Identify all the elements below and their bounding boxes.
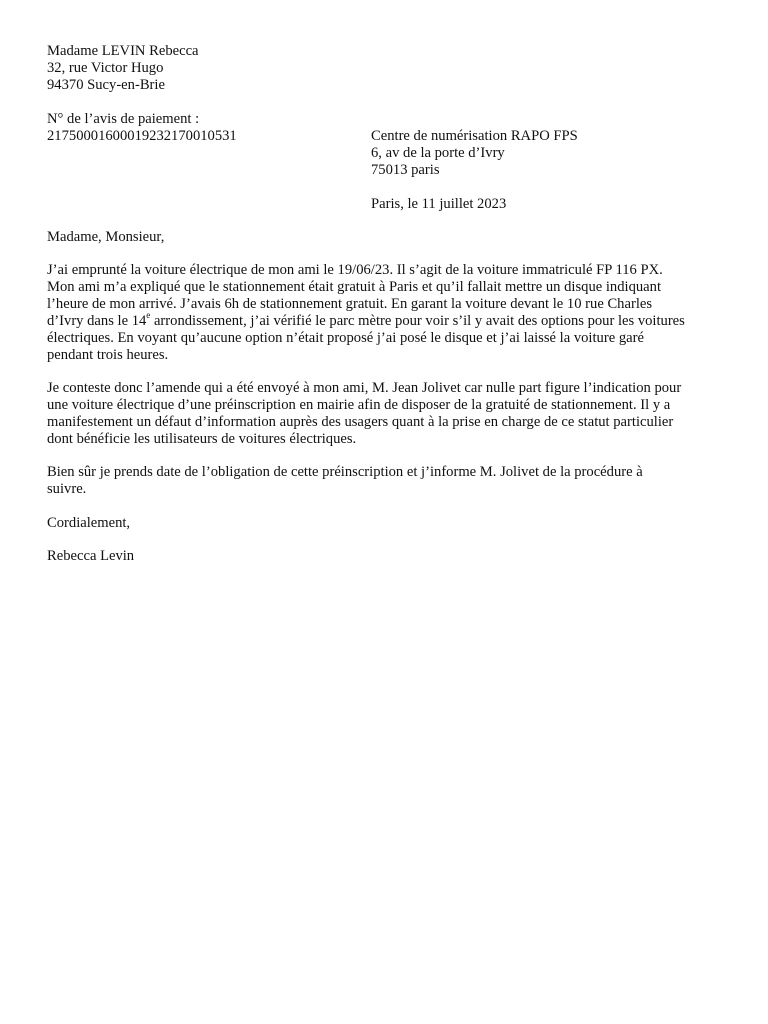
paragraph1-line-part: d’Ivry dans le 14: [47, 313, 147, 329]
closing: Cordialement,: [47, 515, 131, 531]
recipient-street: 6, av de la porte d’Ivry: [371, 145, 505, 161]
sender-city: 94370 Sucy-en-Brie: [47, 77, 165, 93]
recipient-name: Centre de numérisation RAPO FPS: [371, 128, 578, 144]
sender-name: Madame LEVIN Rebecca: [47, 43, 199, 59]
signature: Rebecca Levin: [47, 548, 135, 564]
paragraph1-line: l’heure de mon arrivé. J’avais 6h de stationnement gratuit. En garant la voiture devant le 10 rue Charles: [47, 296, 653, 312]
salutation: Madame, Monsieur,: [47, 229, 165, 245]
paragraph2-line: dont bénéficie les utilisateurs de voitures électriques.: [47, 431, 357, 447]
paragraph3-line: suivre.: [47, 481, 87, 497]
paragraph1-line: pendant trois heures.: [47, 347, 169, 363]
paragraph1-line: électriques. En voyant qu’aucune option n’était proposé j’ai posé le disque et j’ai laissé la voiture garé: [47, 330, 644, 346]
recipient-city: 75013 paris: [371, 162, 440, 178]
paragraph3-line: Bien sûr je prends date de l’obligation de cette préinscription et j’informe M. Jolivet de la procédure à: [47, 464, 643, 480]
paragraph2-line: manifestement un défaut d’information auprès des usagers quant à la prise en charge de ce statut particulier: [47, 414, 674, 430]
paragraph2-line: une voiture électrique d’une préinscription en mairie afin de disposer de la gratuité de stationnement. Il y a: [47, 397, 671, 413]
paragraph2-line: Je conteste donc l’amende qui a été envoyé à mon ami, M. Jean Jolivet car nulle part figure l’indication pour: [47, 380, 682, 396]
sender-street: 32, rue Victor Hugo: [47, 60, 164, 76]
ordinal-suffix: e: [146, 310, 151, 321]
paragraph1-line-part: arrondissement, j’ai vérifié le parc mètre pour voir s’il y avait des options pour les voitures: [150, 313, 685, 329]
date-line: Paris, le 11 juillet 2023: [371, 196, 507, 212]
payment-notice-number: 21750001600019232170010531: [47, 128, 237, 144]
payment-notice-label: N° de l’avis de paiement :: [47, 111, 200, 127]
paragraph1-line: Mon ami m’a expliqué que le stationnement était gratuit à Paris et qu’il fallait mettre un disque indiquant: [47, 279, 661, 295]
paragraph1-line: J’ai emprunté la voiture électrique de mon ami le 19/06/23. Il s’agit de la voiture immatriculé FP 116 PX.: [47, 262, 663, 278]
paragraph1-line: [47, 310, 685, 330]
